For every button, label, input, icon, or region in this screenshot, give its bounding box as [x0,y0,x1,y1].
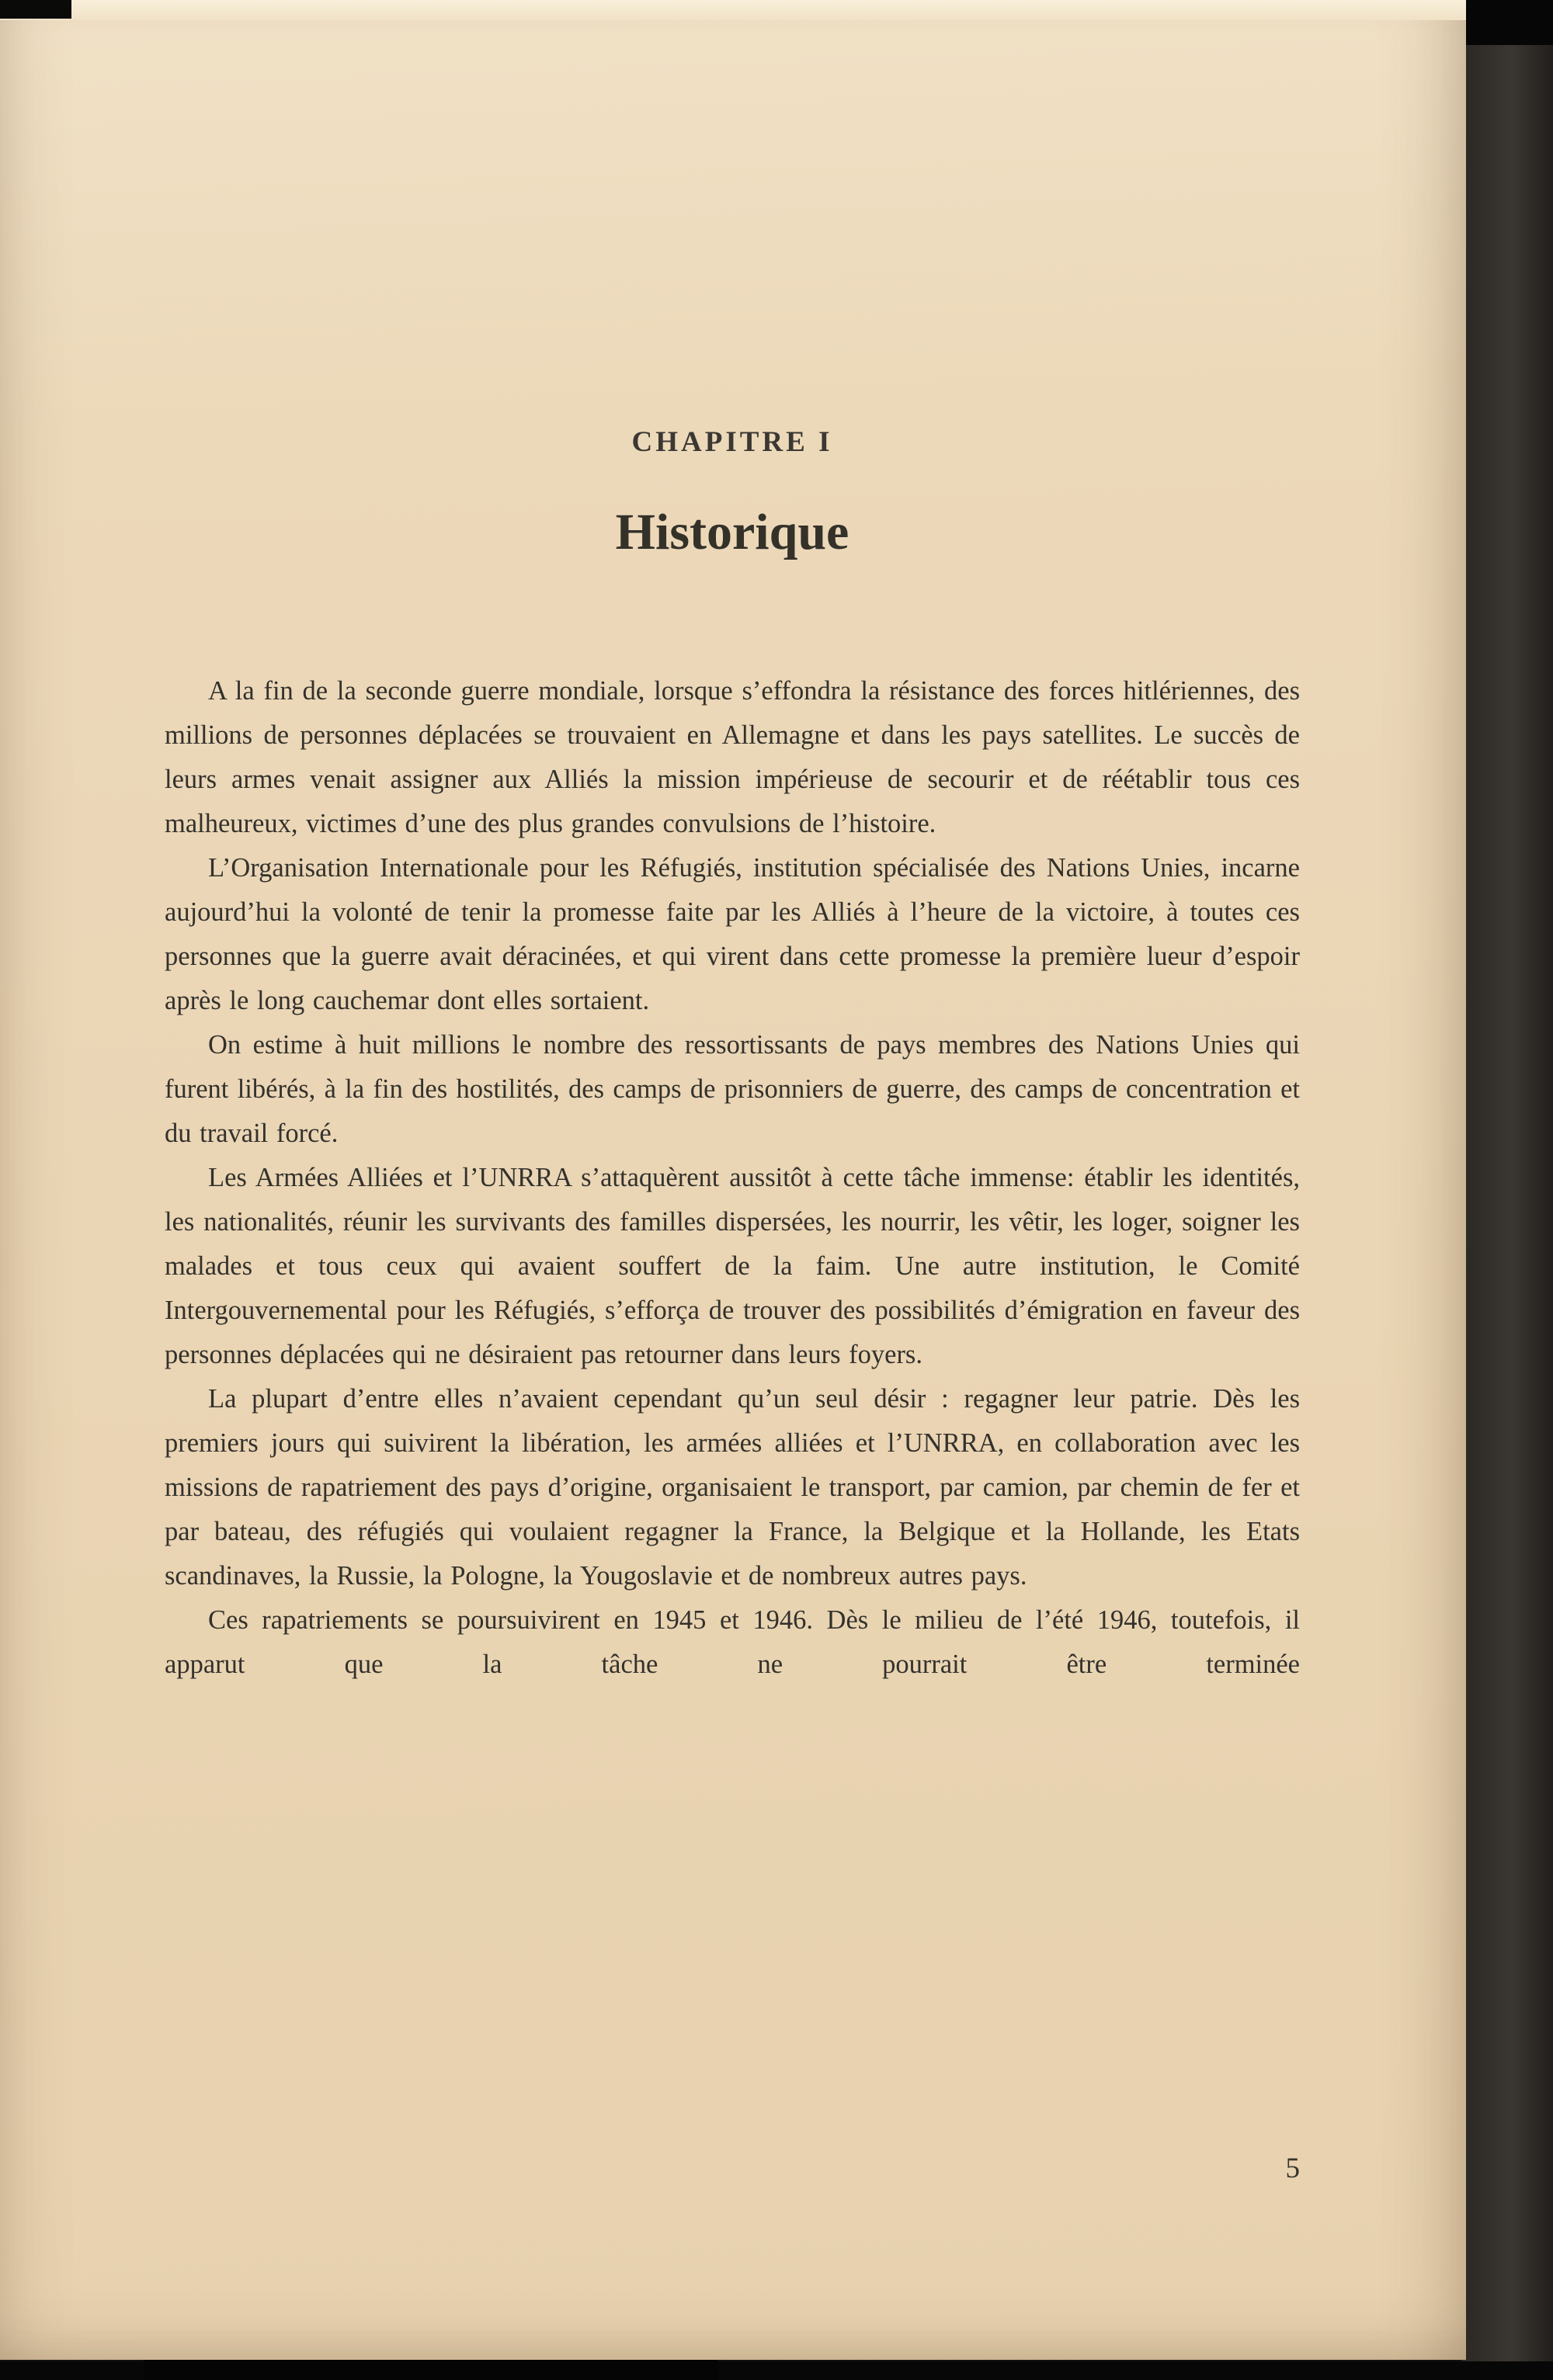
paragraph: A la fin de la seconde guerre mondiale, lorsque s’effondra la résistance des forces hitlériennes, des millions de personnes déplacées se trouvaient en Allemagne et dans les pays satellites. Le succès de leurs armes venait assigner aux Alliés la mission impérieuse de secourir et de réétablir tous ces malheureux, victimes d’une des plus grandes convulsions de l’histoire. [165,676,1300,838]
paragraph: On estime à huit millions le nombre des ressortissants de pays membres des Nations Unies qui furent libérés, à la fin des hostilités, des camps de prisonniers de guerre, des camps de concentration et du travail forcé. [165,1030,1300,1148]
paragraph: L’Organisation Internationale pour les Réfugiés, institution spécialisée des Nations Unies, incarne aujourd’hui la volonté de tenir la promesse faite par les Alliés à l’heure de la victoire, à toutes ces personnes que la guerre avait déracinées, et qui virent dans cette promesse la première lueur d’espoir après le long cauchemar dont elles sortaient. [165,853,1300,1015]
paragraph: Ces rapatriements se poursuivirent en 1945 et 1946. Dès le milieu de l’été 1946, toutefois, il apparut que la tâche ne pourrait être terminée [165,1605,1300,1679]
chapter-header: CHAPITRE I [631,426,833,458]
chapter-title: Historique [615,504,849,560]
paragraph: Les Armées Alliées et l’UNRRA s’attaquèrent aussitôt à cette tâche immense: établir les identités, les nationalités, réunir les survivants des familles dispersées, les nourrir, les vêtir, les loger, soigner les malades et tous ceux qui avaient souffert de la faim. Une autre institution, le Comité Intergouvernemental pour les Réfugiés, s’efforça de trouver des possibilités d’émigration en faveur des personnes déplacées qui ne désiraient pas retourner dans leurs foyers. [165,1163,1300,1369]
body-text [165,669,1300,1687]
scanner-corner-top-left [0,0,71,19]
paragraph: La plupart d’entre elles n’avaient cependant qu’un seul désir : regagner leur patrie. Dès les premiers jours qui suivirent la libération, les armées alliées et l’UNRRA, en collaboration avec les missions de rapatriement des pays d’origine, organisaient le transport, par camion, par chemin de fer et par bateau, des réfugiés qui voulaient regagner la France, la Belgique et la Hollande, les Etats scandinaves, la Russie, la Pologne, la Yougoslavie et de nombreux autres pays. [165,1384,1300,1591]
paper-top-edge [0,0,1466,20]
page-number: 5 [1285,2153,1300,2184]
scanner-background-right [1461,0,1553,2380]
